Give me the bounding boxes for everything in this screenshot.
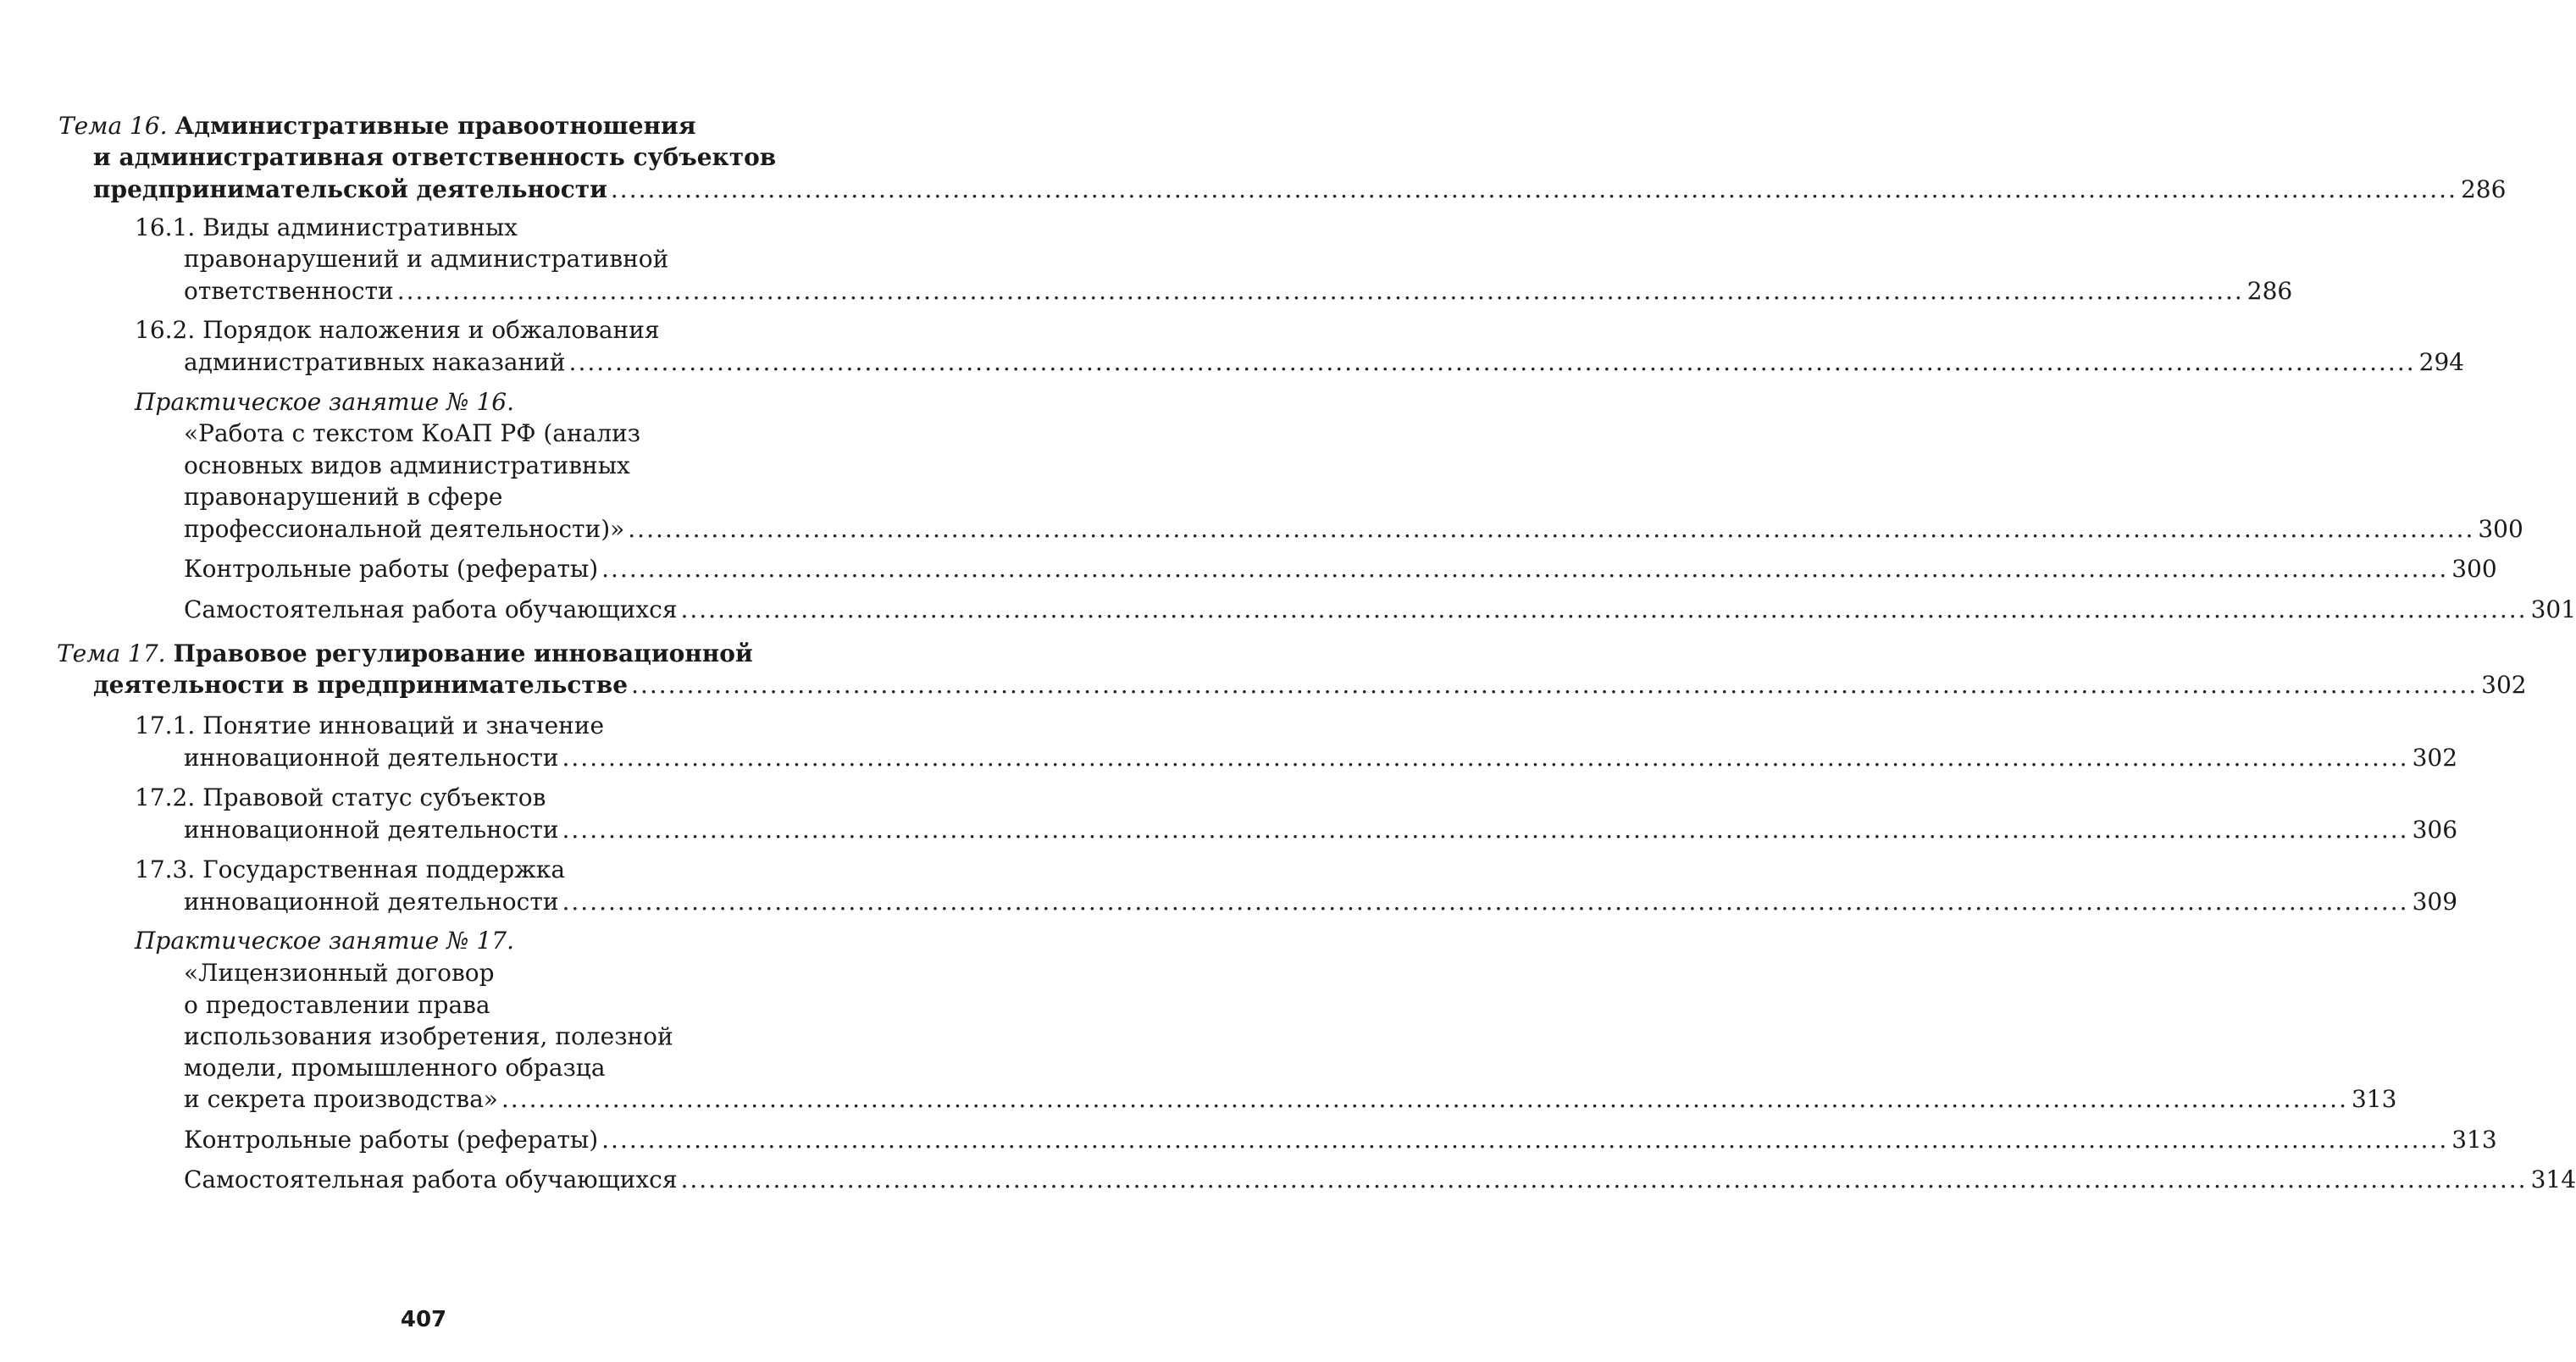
- toc-line: [184, 243, 668, 275]
- toc-line: [135, 782, 546, 814]
- toc-text: 17.1. Понятие инноваций и значение: [135, 711, 605, 739]
- dot-leader: ........................................................................................................................................................................................................: [396, 277, 2244, 305]
- toc-line-text: [184, 991, 490, 1019]
- toc-line-text: [135, 388, 514, 416]
- toc-line: [184, 1052, 606, 1084]
- toc-page-number: 313: [2451, 1126, 2497, 1154]
- toc-page-number: 309: [2412, 888, 2458, 916]
- dot-leader: ........................................................................................................................................................................................................: [631, 671, 2479, 699]
- toc-text: Самостоятельная работа обучающихся: [184, 595, 678, 623]
- toc-text: основных видов административных: [184, 451, 630, 479]
- toc-line: [93, 141, 776, 174]
- dot-leader: ........................................................................................................................................................................................................: [562, 816, 2409, 844]
- toc-text: о предоставлении права: [184, 991, 490, 1019]
- toc-page-number: 313: [2351, 1085, 2397, 1113]
- toc-line-text: [184, 1083, 498, 1116]
- toc-text: 16.1. Виды административных: [135, 213, 518, 241]
- toc-line: [184, 481, 502, 513]
- page-number: 407: [400, 1307, 447, 1332]
- toc-line-text: [184, 594, 677, 626]
- dot-leader: ........................................................................................................................................................................................................: [680, 1165, 2528, 1193]
- toc-line: [93, 174, 2507, 206]
- toc-line: [184, 1021, 673, 1053]
- toc-page-number: 314: [2530, 1165, 2576, 1193]
- toc-line: [135, 854, 565, 886]
- toc-text: правонарушений в сфере: [184, 483, 503, 511]
- toc-page-number: 294: [2418, 348, 2465, 376]
- toc-line: [184, 814, 2458, 846]
- toc-text: административных наказаний: [184, 348, 566, 376]
- toc-line: [57, 638, 753, 670]
- toc-text: Самостоятельная работа обучающихся: [184, 1165, 678, 1193]
- toc-line-text: [184, 1054, 606, 1082]
- toc-line: [184, 957, 495, 989]
- toc-line-text: [184, 346, 566, 379]
- toc-line-text: [184, 451, 630, 479]
- toc-text: правонарушений и административной: [184, 245, 669, 273]
- toc-line-text: [184, 553, 598, 585]
- toc-line-text: [184, 245, 668, 273]
- toc-line-text: [135, 855, 565, 883]
- toc-page-number: 302: [2412, 744, 2458, 772]
- toc-line: [135, 710, 604, 742]
- toc-page-number: 286: [2460, 175, 2507, 203]
- toc-line: [135, 925, 514, 957]
- toc-line: [184, 886, 2458, 918]
- toc-line-text: [184, 959, 495, 987]
- toc-line-text: [184, 275, 394, 307]
- toc-line: [184, 275, 2293, 307]
- toc-line: [184, 418, 640, 450]
- toc-text: Контрольные работы (рефераты): [184, 1126, 599, 1154]
- toc-text: 17.2. Правовой статус субъектов: [135, 783, 546, 811]
- toc-topic-title: предпринимательской деятельности: [93, 175, 607, 203]
- toc-text: «Работа с текстом КоАП РФ (анализ: [184, 419, 641, 447]
- toc-line-text: [184, 1164, 677, 1196]
- toc-line-text: [135, 927, 514, 955]
- toc-line: [184, 1164, 2576, 1196]
- toc-line-text: [93, 669, 628, 701]
- toc-line: [184, 513, 2523, 545]
- toc-text: 17.3. Государственная поддержка: [135, 855, 566, 883]
- toc-text: профессиональной деятельности)»: [184, 515, 625, 543]
- dot-leader: ........................................................................................................................................................................................................: [680, 595, 2528, 623]
- toc-line: [135, 386, 514, 418]
- toc-line-text: [184, 886, 559, 918]
- toc-line: [93, 669, 2527, 701]
- toc-topic-title: Административные правоотношения: [175, 112, 696, 140]
- dot-leader: ........................................................................................................................................................................................................: [568, 348, 2416, 376]
- toc-line-text: [184, 1022, 673, 1050]
- toc-line: [184, 1124, 2497, 1156]
- toc-line-text: [135, 316, 660, 344]
- toc-label: Практическое занятие № 17.: [135, 927, 514, 955]
- toc-line: [184, 450, 630, 482]
- dot-leader: ........................................................................................................................................................................................................: [628, 515, 2475, 543]
- toc-label: Тема 16.: [58, 112, 175, 140]
- toc-line-text: [93, 174, 607, 206]
- toc-topic-title: и административная ответственность субъектов: [93, 143, 777, 171]
- toc-label: Практическое занятие № 16.: [135, 388, 514, 416]
- toc-line-text: [184, 419, 640, 447]
- toc-page-number: 286: [2246, 277, 2293, 305]
- toc-page-number: 302: [2481, 671, 2527, 699]
- toc-text: «Лицензионный договор: [184, 959, 495, 987]
- toc-topic-title: Правовое регулирование инновационной: [173, 639, 753, 667]
- toc-line: [184, 742, 2458, 774]
- toc-line-text: [184, 513, 624, 545]
- toc-text: и секрета производства»: [184, 1085, 498, 1113]
- toc-text: использования изобретения, полезной: [184, 1022, 673, 1050]
- dot-leader: ........................................................................................................................................................................................................: [562, 888, 2409, 916]
- toc-line-text: [135, 711, 604, 739]
- toc-page-number: 300: [2451, 555, 2497, 583]
- toc-line: [184, 1083, 2397, 1116]
- toc-line-text: [135, 213, 518, 241]
- toc-line: [184, 989, 490, 1021]
- dot-leader: ........................................................................................................................................................................................................: [601, 1126, 2449, 1154]
- toc-line: [135, 212, 518, 244]
- toc-page-number: 301: [2530, 595, 2576, 623]
- toc-line: [184, 346, 2465, 379]
- dot-leader: ........................................................................................................................................................................................................: [562, 744, 2409, 772]
- toc-text: ответственности: [184, 277, 394, 305]
- toc-page-number: 306: [2412, 816, 2458, 844]
- toc-line-text: [184, 483, 502, 511]
- toc-text: инновационной деятельности: [184, 816, 559, 844]
- toc-text: модели, промышленного образца: [184, 1054, 606, 1082]
- toc-line-text: [135, 783, 546, 811]
- toc-line: [135, 314, 660, 346]
- dot-leader: ........................................................................................................................................................................................................: [501, 1085, 2348, 1113]
- toc-line-text: [184, 1124, 598, 1156]
- toc-line: [58, 110, 696, 142]
- toc-text: 16.2. Порядок наложения и обжалования: [135, 316, 660, 344]
- toc-text: инновационной деятельности: [184, 888, 559, 916]
- toc-page-number: 300: [2478, 515, 2523, 543]
- toc-line-text: [93, 143, 776, 171]
- toc-text: Контрольные работы (рефераты): [184, 555, 599, 583]
- toc-label: Тема 17.: [57, 639, 174, 667]
- toc-line: [184, 594, 2576, 626]
- toc-topic-title: деятельности в предпринимательстве: [93, 671, 629, 699]
- toc-line-text: [184, 742, 559, 774]
- toc-line-text: [57, 639, 753, 667]
- dot-leader: ........................................................................................................................................................................................................: [610, 175, 2457, 203]
- toc-line-text: [58, 112, 696, 140]
- dot-leader: ........................................................................................................................................................................................................: [601, 555, 2449, 583]
- toc-line: [184, 553, 2497, 585]
- toc-text: инновационной деятельности: [184, 744, 559, 772]
- toc-line-text: [184, 814, 559, 846]
